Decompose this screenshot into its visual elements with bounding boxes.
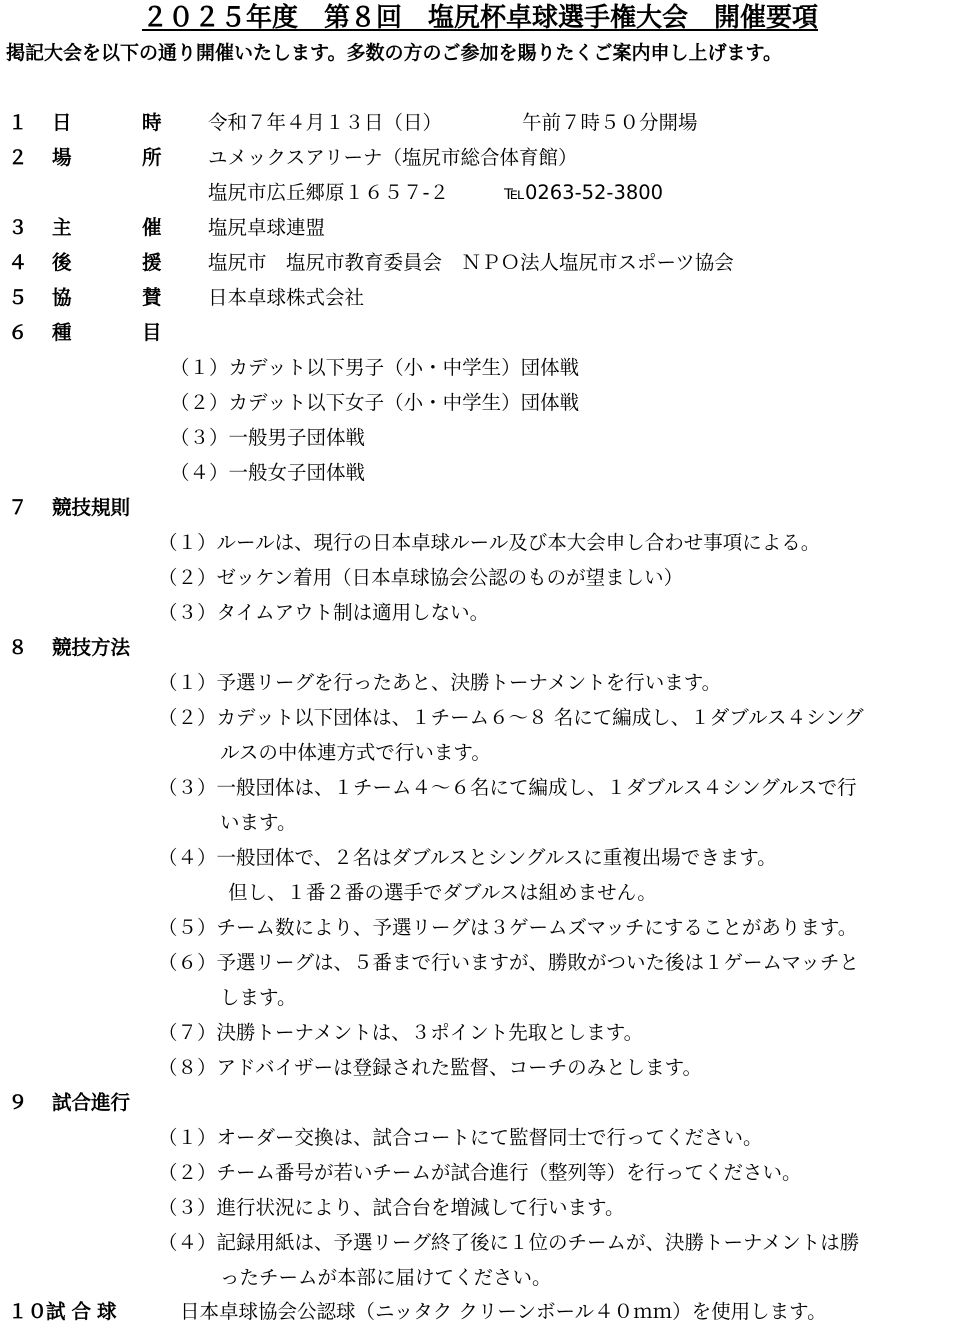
section-9-label: 試合進行 bbox=[52, 1091, 131, 1114]
section-7-number: ７ bbox=[8, 496, 28, 519]
section-4-number: ４ bbox=[8, 251, 28, 274]
section-8-item-text: （６）予選リーグは、５番まで行いますが、勝敗がついた後は１ゲームマッチと bbox=[158, 951, 859, 974]
section-8-item-continuation-text: 但し、１番２番の選手でダブルスは組めません。 bbox=[228, 881, 657, 904]
section-6-item-text: （４）一般女子団体戦 bbox=[170, 461, 366, 484]
section-6-number: ６ bbox=[8, 321, 28, 344]
intro-text: 掲記大会を以下の通り開催いたします。多数の方のご参加を賜りたくご案内申し上げます。 bbox=[6, 42, 782, 64]
section-8-item-text: （３）一般団体は、１チーム４～６名にて編成し、１ダブルス４シングルスで行 bbox=[158, 776, 857, 799]
section-6-label-b: 目 bbox=[142, 321, 162, 344]
section-8-item-continuation-text: います。 bbox=[220, 811, 297, 834]
section-10-value: 日本卓球協会公認球（ニッタク クリーンボール４０ｍｍ）を使用します。 bbox=[180, 1300, 827, 1323]
section-6-item-text: （２）カデット以下女子（小・中学生）団体戦 bbox=[170, 391, 580, 414]
section-4-label-b: 援 bbox=[142, 251, 162, 274]
section-1-label-a: 日 bbox=[52, 111, 72, 134]
section-8-item-text: （４）一般団体で、２名はダブルスとシングルスに重複出場できます。 bbox=[158, 846, 777, 869]
section-8-number: ８ bbox=[8, 636, 28, 659]
section-9-item-text: （２）チーム番号が若いチームが試合進行（整列等）を行ってください。 bbox=[158, 1161, 802, 1184]
section-3-value: 塩尻卓球連盟 bbox=[208, 216, 326, 239]
section-8-item-text: （７）決勝トーナメントは、３ポイント先取とします。 bbox=[158, 1021, 644, 1044]
section-10-label: 試合球 bbox=[46, 1300, 123, 1323]
section-10-number: １０ bbox=[8, 1300, 48, 1323]
document-title-text: ２０２５年度 第８回 塩尻杯卓球選手権大会 開催要項 bbox=[141, 3, 818, 33]
section-9-item-text: （１）オーダー交換は、試合コートにて監督同士で行ってください。 bbox=[158, 1126, 763, 1149]
document-title bbox=[0, 2, 960, 34]
section-8-item-continuation-text: ルスの中体連方式で行います。 bbox=[220, 741, 491, 764]
section-6-item-text: （１）カデット以下男子（小・中学生）団体戦 bbox=[170, 356, 580, 379]
section-7-label: 競技規則 bbox=[52, 496, 131, 519]
section-6-item-text: （３）一般男子団体戦 bbox=[170, 426, 366, 449]
section-2-venue: ユメックスアリーナ（塩尻市総合体育館） bbox=[208, 146, 578, 169]
section-9-item-text: （４）記録用紙は、予選リーグ終了後に１位のチームが、決勝トーナメントは勝 bbox=[158, 1231, 860, 1254]
section-3-label-b: 催 bbox=[142, 216, 162, 239]
section-1-date: 令和７年４月１３日（日） bbox=[208, 111, 443, 134]
section-9-number: ９ bbox=[8, 1091, 28, 1114]
section-8-item-text: （２）カデット以下団体は、１チーム６～８ 名にて編成し、１ダブルス４シング bbox=[158, 706, 864, 729]
section-2-label-b: 所 bbox=[142, 146, 162, 169]
section-2-tel: ℡0263-52-3800 bbox=[504, 181, 664, 204]
section-3-number: ３ bbox=[8, 216, 28, 239]
section-2-address: 塩尻市広丘郷原１６５７-２ bbox=[208, 181, 450, 204]
section-4-label-a: 後 bbox=[52, 251, 72, 274]
section-9-item-text: （３）進行状況により、試合台を増減して行います。 bbox=[158, 1196, 625, 1219]
section-5-label-a: 協 bbox=[52, 286, 72, 309]
section-8-item-text: （１）予選リーグを行ったあと、決勝トーナメントを行います。 bbox=[158, 671, 722, 694]
section-7-item-text: （２）ゼッケン着用（日本卓球協会公認のものが望ましい） bbox=[158, 566, 684, 589]
section-8-label: 競技方法 bbox=[52, 636, 131, 659]
section-1-number: １ bbox=[8, 111, 28, 134]
section-4-value: 塩尻市 塩尻市教育委員会 ＮＰＯ法人塩尻市スポーツ協会 bbox=[208, 251, 734, 274]
section-9-item-continuation-text: ったチームが本部に届けてください。 bbox=[220, 1266, 552, 1289]
section-8-item-continuation-text: します。 bbox=[220, 986, 297, 1009]
section-8-item-text: （８）アドバイザーは登録された監督、コーチのみとします。 bbox=[158, 1056, 703, 1079]
section-6-label-a: 種 bbox=[52, 321, 72, 344]
section-7-item-text: （１）ルールは、現行の日本卓球ルール及び本大会申し合わせ事項による。 bbox=[158, 531, 821, 554]
section-5-number: ５ bbox=[8, 286, 28, 309]
section-1-label-b: 時 bbox=[142, 111, 162, 134]
section-5-label-b: 賛 bbox=[142, 286, 162, 309]
section-1-time: 午前７時５０分開場 bbox=[522, 111, 698, 134]
section-8-item-text: （５）チーム数により、予選リーグは３ゲームズマッチにすることがあります。 bbox=[158, 916, 858, 939]
section-7-item-text: （３）タイムアウト制は適用しない。 bbox=[158, 601, 490, 624]
section-3-label-a: 主 bbox=[52, 216, 72, 239]
section-2-number: ２ bbox=[8, 146, 28, 169]
section-5-value: 日本卓球株式会社 bbox=[208, 286, 365, 309]
section-2-label-a: 場 bbox=[52, 146, 72, 169]
